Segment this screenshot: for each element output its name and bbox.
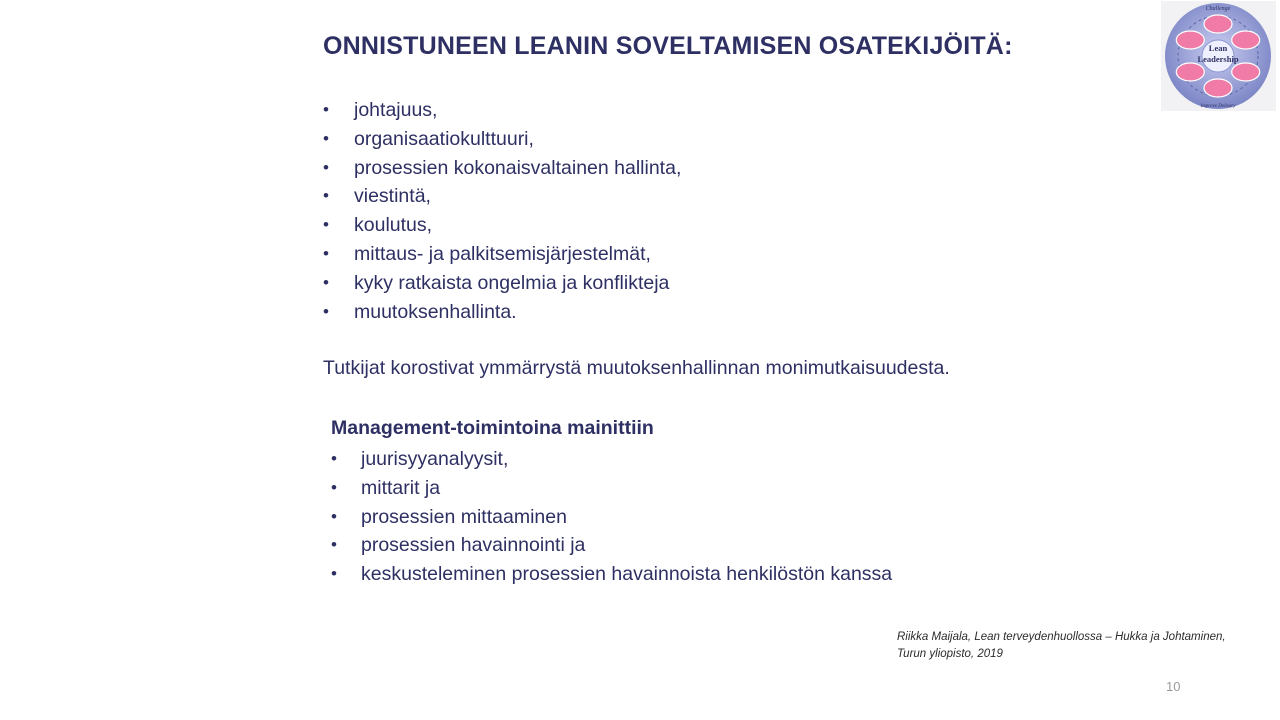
list-item-text: organisaatiokulttuuri, [354, 127, 534, 150]
logo-petal [1232, 31, 1260, 49]
logo-petal [1204, 15, 1232, 33]
logo-petal [1176, 31, 1204, 49]
list-item-text: muutoksenhallinta. [354, 300, 517, 323]
bullet-icon: • [331, 564, 337, 584]
logo-center-text: Lean [1208, 43, 1228, 53]
list-item-text: mittarit ja [361, 476, 441, 499]
bullet-icon: • [323, 186, 329, 206]
list-item [323, 125, 681, 154]
bullet-icon: • [323, 100, 329, 119]
logo-center-text: Leadership [1197, 54, 1239, 64]
bullet-icon: • [323, 128, 329, 148]
citation-line: Riikka Maijala, Lean terveydenhuollossa – Hukka ja Johtaminen, [897, 631, 1226, 643]
list-item-text: koulutus, [354, 214, 433, 237]
list-item-text: johtajuus, [354, 99, 438, 121]
list-item-text: viestintä, [354, 185, 431, 208]
success-factors-list [323, 96, 681, 326]
list-item [331, 560, 892, 589]
list-item-text: juurisyyanalyysit, [361, 448, 509, 470]
logo-petal [1176, 63, 1204, 81]
slide-title: ONNISTUNEEN LEANIN SOVELTAMISEN OSATEKIJÖITÄ: [323, 32, 1013, 60]
bullet-icon: • [331, 535, 337, 555]
logo-top-text: Challenge [1205, 6, 1231, 12]
list-item-text: prosessien mittaaminen [361, 505, 567, 528]
page-number: 10 [1166, 679, 1181, 694]
lean-leadership-diagram-icon [1161, 1, 1276, 111]
citation-line: Turun yliopisto, 2019 [897, 648, 1003, 660]
list-item-text: keskusteleminen prosessien havainnoista henkilöstön kanssa [361, 563, 893, 586]
list-item [323, 182, 681, 211]
list-item [331, 503, 892, 532]
list-item [323, 269, 681, 298]
list-item [331, 531, 892, 560]
source-citation [897, 629, 1226, 663]
logo-bottom-text: Improve Delivery [1200, 104, 1236, 109]
list-item [323, 96, 681, 125]
list-item-text: prosessien kokonaisvaltainen hallinta, [354, 156, 682, 179]
bullet-icon: • [331, 449, 337, 468]
management-heading: Management-toimintoina mainittiin [331, 417, 654, 439]
research-statement: Tutkijat korostivat ymmärrystä muutoksenhallinnan monimutkaisuudesta. [323, 357, 950, 379]
management-actions-list [331, 445, 892, 589]
bullet-icon: • [323, 301, 329, 321]
list-item-text: kyky ratkaista ongelmia ja konflikteja [354, 271, 670, 294]
bullet-icon: • [331, 477, 337, 497]
list-item-text: prosessien havainnointi ja [361, 534, 586, 557]
logo-petal [1204, 79, 1232, 97]
list-item [323, 240, 681, 269]
bullet-icon: • [323, 215, 329, 235]
list-item [323, 154, 681, 183]
list-item [331, 474, 892, 503]
lean-leadership-logo [1161, 1, 1276, 111]
list-item [331, 445, 892, 474]
list-item-text: mittaus- ja palkitsemisjärjestelmät, [354, 242, 651, 265]
logo-petal [1232, 63, 1260, 81]
bullet-icon: • [323, 243, 329, 263]
list-item [323, 298, 681, 327]
list-item [323, 211, 681, 240]
bullet-icon: • [323, 272, 329, 292]
bullet-icon: • [323, 157, 329, 177]
bullet-icon: • [331, 506, 337, 526]
